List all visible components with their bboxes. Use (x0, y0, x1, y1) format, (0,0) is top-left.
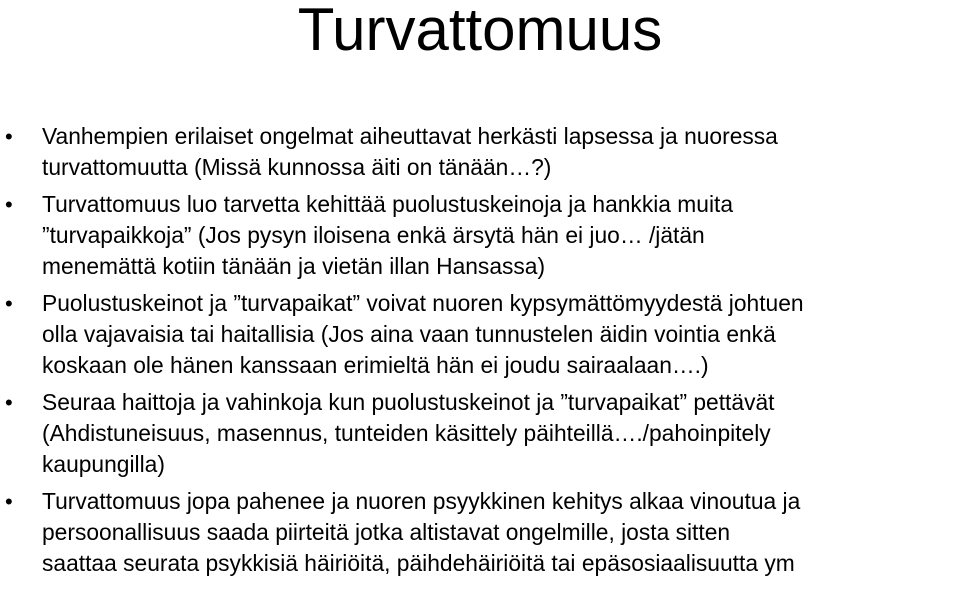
bullet-icon: • (5, 291, 13, 316)
bullet-item (0, 288, 960, 381)
bullet-item (0, 121, 960, 183)
bullet-text-line: koskaan ole hänen kanssaan erimieltä hän ei joudu sairaalaan….) (42, 352, 709, 378)
bullet-list (0, 121, 960, 585)
bullet-text-line: ”turvapaikkoja” (Jos pysyn iloisena enkä ärsytä hän ei juo… /jätän (42, 222, 705, 248)
bullet-item (0, 387, 960, 480)
bullet-icon: • (5, 489, 13, 514)
bullet-text-line: Seuraa haittoja ja vahinkoja kun puolustuskeinot ja ”turvapaikat” pettävät (42, 389, 775, 415)
bullet-text-line: menemättä kotiin tänään ja vietän illan Hansassa) (42, 253, 546, 279)
bullet-text-line: persoonallisuus saada piirteitä jotka altistavat ongelmille, josta sitten (42, 519, 731, 545)
bullet-item (0, 486, 960, 579)
bullet-item (0, 189, 960, 282)
bullet-icon: • (5, 124, 13, 149)
bullet-text-line: olla vajavaisia tai haitallisia (Jos aina vaan tunnustelen äidin vointia enkä (42, 321, 776, 347)
bullet-text-line: (Ahdistuneisuus, masennus, tunteiden käsittely päihteillä…./pahoinpitely (42, 420, 771, 446)
bullet-icon: • (5, 390, 13, 415)
bullet-icon: • (5, 192, 13, 217)
bullet-text-line: kaupungilla) (42, 451, 165, 477)
bullet-text-line: Turvattomuus luo tarvetta kehittää puolustuskeinoja ja hankkia muita (42, 191, 734, 217)
bullet-text-line: Turvattomuus jopa pahenee ja nuoren psyykkinen kehitys alkaa vinoutua ja (42, 488, 801, 514)
bullet-text-line: Vanhempien erilaiset ongelmat aiheuttavat herkästi lapsessa ja nuoressa (42, 123, 778, 149)
bullet-text-line: Puolustuskeinot ja ”turvapaikat” voivat nuoren kypsymättömyydestä johtuen (42, 290, 804, 316)
bullet-text-line: turvattomuutta (Missä kunnossa äiti on tänään…?) (42, 154, 552, 180)
bullet-text-line: saattaa seurata psykkisiä häiriöitä, päihdehäiriöitä tai epäsosiaalisuutta ym (42, 550, 795, 576)
slide-title: Turvattomuus (297, 0, 663, 63)
